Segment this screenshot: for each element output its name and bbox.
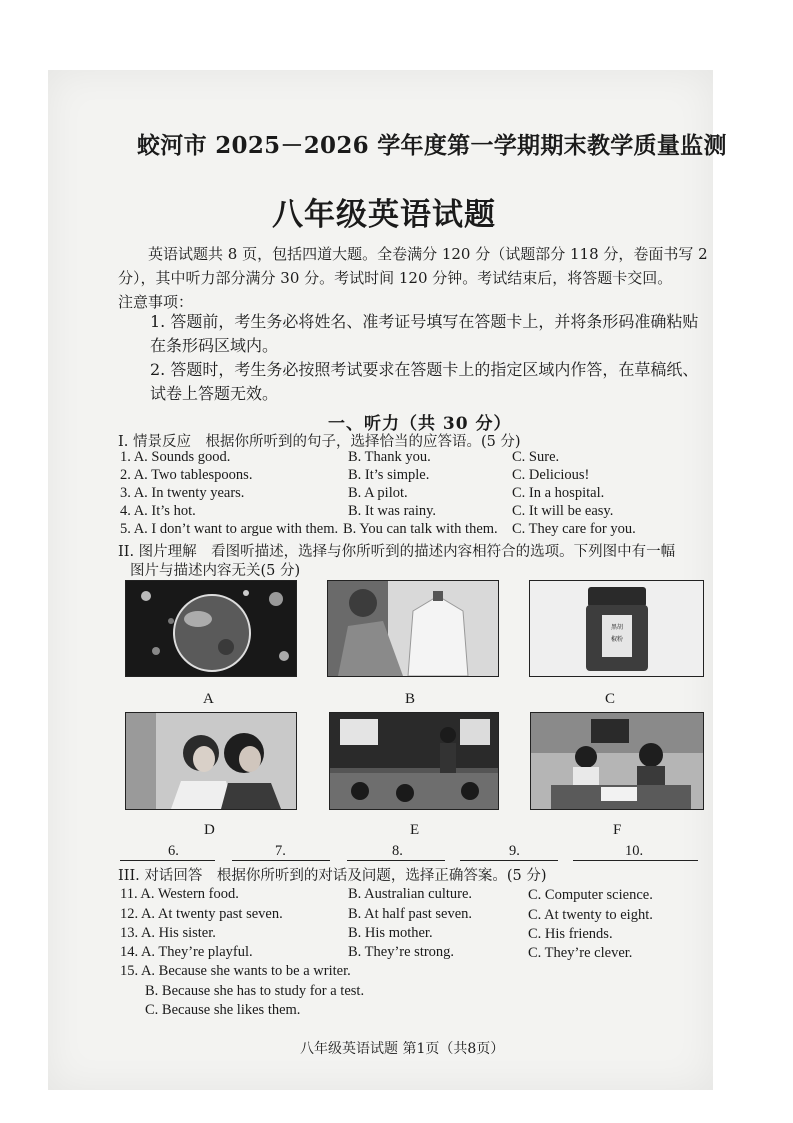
answer-blank-10[interactable] [573,860,698,861]
question-5-option-a: 5. A. I don’t want to argue with them. [120,521,339,537]
question-5-option-c: C. They care for you. [512,521,636,537]
picture-c-pepper-jar [529,580,704,677]
question-12-option-b: B. At half past seven. [348,906,473,922]
question-13-option-a: 13. A. His sister. [120,925,216,941]
classroom-image [330,713,498,809]
jar-label-line1: 黑胡 [610,624,624,631]
question-4-option-b: B. It was rainy. [348,503,437,519]
page-footer: 八年级英语试题 第1页（共8页） [300,1041,505,1057]
part3-heading: III. 对话回答 根据你所听到的对话及问题，选择正确答案。(5 分) [118,868,547,884]
question-11-option-b: B. Australian culture. [348,886,473,902]
picture-a-sphere [125,580,297,677]
question-14-option-a: 14. A. They’re playful. [120,944,253,960]
question-12-option-a: 12. A. At twenty past seven. [120,906,283,922]
question-12-option-c: C. At twenty to eight. [528,907,653,923]
tailor-image [328,581,498,676]
notice-heading: 注意事项： [118,293,194,311]
picture-b-caption: B [405,691,416,707]
question-3-option-c: C. In a hospital. [512,485,605,501]
blank-label-8: 8. [392,843,403,859]
question-2-option-a: 2. A. Two tablespoons. [120,467,253,483]
girls-image [126,713,296,809]
jar-label-line2: 椒粉 [610,636,624,643]
intro-paragraph: 英语试题共 8 页，包括四道大题。全卷满分 120 分（试题部分 118 分，卷面书写 2 分），其中听力部分满分 30 分。考试时间 120 分钟。考试结束后，将答题卡交回。 [118,245,708,287]
question-1-option-c: C. Sure. [512,449,560,465]
picture-f-kids-desk [530,712,704,810]
exam-subtitle: 八年级英语试题 [272,197,496,233]
picture-a-caption: A [203,691,214,707]
question-3-option-a: 3. A. In twenty years. [120,485,245,501]
blank-label-10: 10. [625,843,644,859]
part2-heading-line2: 图片与描述内容无关(5 分) [130,563,301,579]
answer-blank-9[interactable] [460,860,558,861]
picture-c-caption: C [605,691,616,707]
question-14-option-c: C. They’re clever. [528,945,633,961]
picture-e-caption: E [410,822,420,838]
answer-blank-8[interactable] [347,860,445,861]
part2-heading-line1: II. 图片理解 看图听描述，选择与你所听到的描述内容相符合的选项。下列图中有一幅 [118,544,676,560]
question-13-option-b: B. His mother. [348,925,433,941]
kids-desk-image [531,713,703,809]
exam-title: 蛟河市 2025－2026 学年度第一学期期末教学质量监测 [137,132,727,159]
answer-blank-6[interactable] [120,860,215,861]
blank-label-9: 9. [509,843,520,859]
picture-d-caption: D [204,822,215,838]
question-2-option-c: C. Delicious! [512,467,590,483]
notice-item-1: 1. 答题前，考生务必将姓名、准考证号填写在答题卡上，并将条形码准确粘贴在条形码区域内。 [150,312,699,355]
question-4-option-c: C. It will be easy. [512,503,614,519]
question-3-option-b: B. A pilot. [348,485,408,501]
question-1-option-a: 1. A. Sounds good. [120,449,231,465]
notice-item-2: 2. 答题时，考生务必按照考试要求在答题卡上的指定区域内作答，在草稿纸、试卷上答题无效。 [150,360,699,403]
question-4-option-a: 4. A. It’s hot. [120,503,196,519]
question-11-option-a: 11. A. Western food. [120,886,239,902]
picture-b-tailor [327,580,499,677]
blank-label-7: 7. [275,843,286,859]
part1-heading: I. 情景反应 根据你所听到的句子，选择恰当的应答语。(5 分) [118,434,521,450]
pepper-jar-image [530,581,703,676]
question-13-option-c: C. His friends. [528,926,613,942]
question-15-option-c: C. Because she likes them. [145,1002,301,1018]
section-heading-listening: 一、听力（共 30 分） [328,414,512,434]
question-2-option-b: B. It’s simple. [348,467,430,483]
blank-label-6: 6. [168,843,179,859]
question-15-option-a: 15. A. Because she wants to be a writer. [120,963,351,979]
question-11-option-c: C. Computer science. [528,887,653,903]
question-14-option-b: B. They’re strong. [348,944,455,960]
sphere-image [126,581,296,676]
question-5-option-b: B. You can talk with them. [343,521,498,537]
picture-d-girls [125,712,297,810]
picture-f-caption: F [613,822,622,838]
answer-blank-7[interactable] [232,860,330,861]
picture-e-classroom [329,712,499,810]
question-1-option-b: B. Thank you. [348,449,431,465]
question-15-option-b: B. Because she has to study for a test. [145,983,365,999]
